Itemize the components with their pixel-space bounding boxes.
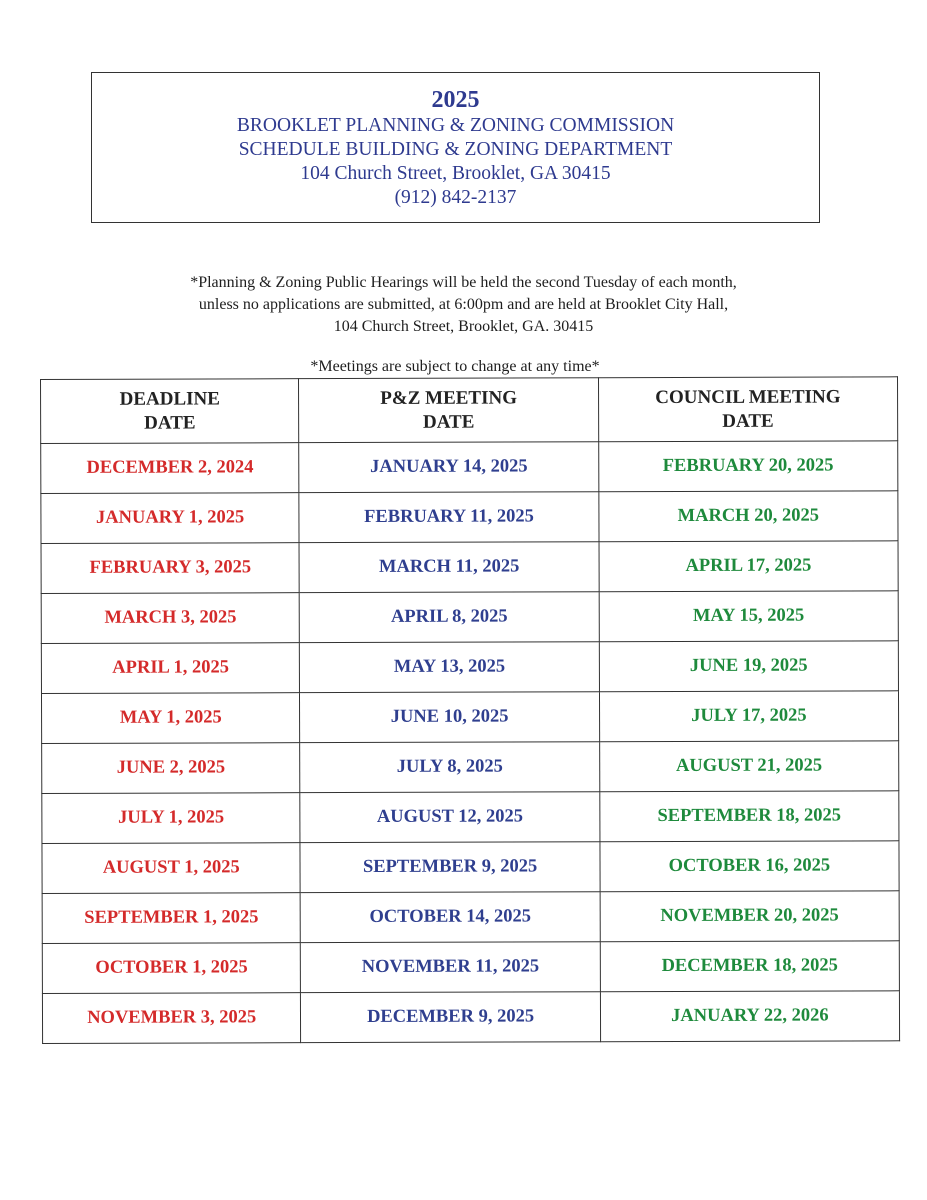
pz-meeting-date-cell: MARCH 11, 2025 [299,542,598,593]
deadline-date-cell: DECEMBER 2, 2024 [41,443,300,494]
table-row [42,891,899,944]
council-meeting-date-cell: AUGUST 21, 2025 [599,741,898,792]
header-year: 2025 [431,87,480,113]
deadline-date-cell: FEBRUARY 3, 2025 [41,543,300,594]
pz-meeting-date-cell: NOVEMBER 11, 2025 [301,942,600,993]
pz-meeting-date-cell: JUNE 10, 2025 [300,692,599,743]
header-department: SCHEDULE BUILDING & ZONING DEPARTMENT [238,139,673,160]
table-row [41,541,898,594]
schedule-body [41,441,900,1044]
table-row [42,941,899,994]
council-meeting-date-cell: FEBRUARY 20, 2025 [598,441,897,492]
deadline-date-cell: AUGUST 1, 2025 [42,843,301,894]
deadline-date-cell: NOVEMBER 3, 2025 [42,993,301,1044]
deadline-date-cell: JUNE 2, 2025 [42,743,301,794]
table-row [42,741,899,794]
pz-meeting-date-cell: JULY 8, 2025 [300,742,599,793]
council-meeting-date-cell: NOVEMBER 20, 2025 [600,891,899,942]
deadline-date-cell: MARCH 3, 2025 [41,593,300,644]
council-meeting-date-cell: DECEMBER 18, 2025 [600,941,899,992]
pz-meeting-date-cell: JANUARY 14, 2025 [299,442,598,493]
header-council-line1: COUNCIL MEETING [655,385,841,408]
subject-to-change-note: *Meetings are subject to change at any time* [310,358,600,375]
header-deadline-date [41,379,300,444]
header-commission: BROOKLET PLANNING & ZONING COMMISSION [236,115,675,136]
schedule-table [40,376,900,1044]
pz-meeting-date-cell: APRIL 8, 2025 [300,592,599,643]
deadline-date-cell: JULY 1, 2025 [42,793,301,844]
table-row [41,491,898,544]
notice-line-2: unless no applications are submitted, at 6:00pm and are held at Brooklet City Hall, [198,296,729,313]
table-row [41,641,898,694]
header-council-line2: DATE [722,410,774,432]
deadline-date-cell: OCTOBER 1, 2025 [42,943,301,994]
table-row [41,691,898,744]
hearing-notice [0,272,927,338]
deadline-date-cell: APRIL 1, 2025 [41,643,300,694]
council-meeting-date-cell: APRIL 17, 2025 [599,541,898,592]
council-meeting-date-cell: JANUARY 22, 2026 [600,991,899,1042]
council-meeting-date-cell: MAY 15, 2025 [599,591,898,642]
header-deadline-line2: DATE [144,412,196,434]
pz-meeting-date-cell: SEPTEMBER 9, 2025 [300,842,599,893]
council-meeting-date-cell: MARCH 20, 2025 [599,491,898,542]
table-row [42,791,899,844]
pz-meeting-date-cell: FEBRUARY 11, 2025 [299,492,598,543]
deadline-date-cell: MAY 1, 2025 [41,693,300,744]
header-pz-line1: P&Z MEETING [380,387,518,409]
council-meeting-date-cell: OCTOBER 16, 2025 [600,841,899,892]
header-deadline-line1: DEADLINE [119,387,220,410]
council-meeting-date-cell: SEPTEMBER 18, 2025 [600,791,899,842]
table-row [41,441,898,494]
header-address: 104 Church Street, Brooklet, GA 30415 [300,163,611,184]
pz-meeting-date-cell: MAY 13, 2025 [300,642,599,693]
header-pz-meeting-date [299,378,598,443]
header-council-meeting-date [598,377,897,442]
pz-meeting-date-cell: OCTOBER 14, 2025 [301,892,600,943]
council-meeting-date-cell: JUNE 19, 2025 [599,641,898,692]
header-pz-line2: DATE [422,411,475,433]
header-phone: (912) 842-2137 [394,187,517,208]
notice-line-1: *Planning & Zoning Public Hearings will be held the second Tuesday of each month, [190,274,737,291]
table-header-row [41,377,898,444]
pz-meeting-date-cell: AUGUST 12, 2025 [300,792,599,843]
pz-meeting-date-cell: DECEMBER 9, 2025 [301,992,600,1043]
notice-line-3: 104 Church Street, Brooklet, GA. 30415 [333,318,594,335]
deadline-date-cell: SEPTEMBER 1, 2025 [42,893,301,944]
header-box [91,72,820,223]
table-row [42,841,899,894]
table-row [41,591,898,644]
deadline-date-cell: JANUARY 1, 2025 [41,493,300,544]
council-meeting-date-cell: JULY 17, 2025 [599,691,898,742]
table-row [42,991,899,1044]
